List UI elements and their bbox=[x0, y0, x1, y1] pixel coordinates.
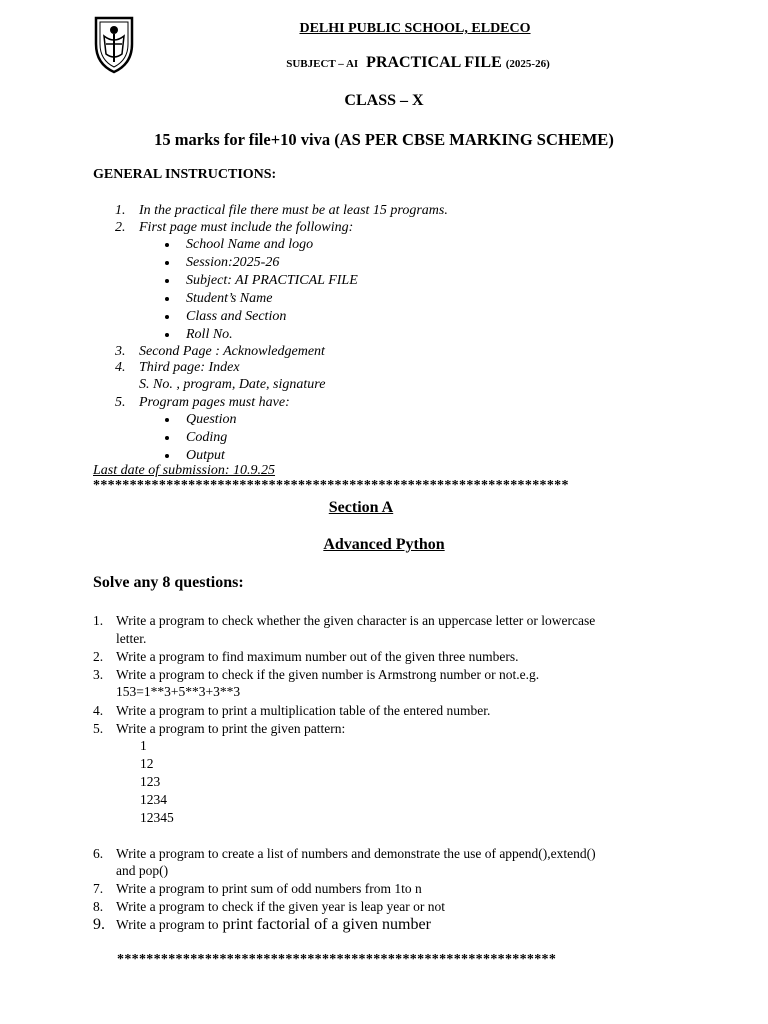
instruction-number: 3. bbox=[115, 344, 126, 359]
instruction-number: 5. bbox=[115, 395, 126, 410]
pattern-line: 12 bbox=[140, 756, 154, 771]
question-text: Write a program to check whether the given character is an uppercase letter or lowercase bbox=[116, 613, 596, 628]
class-heading: CLASS – X bbox=[344, 92, 424, 109]
pattern-line: 1234 bbox=[140, 792, 167, 807]
instruction-item: Third page: Index bbox=[139, 360, 240, 375]
question-number: 6. bbox=[93, 846, 104, 861]
pattern-line: 123 bbox=[140, 774, 161, 789]
index-detail: S. No. , program, Date, signature bbox=[139, 377, 326, 392]
question-text-part: Write a program to bbox=[116, 917, 219, 932]
section-subtitle: Advanced Python bbox=[323, 536, 445, 553]
first-page-item: Class and Section bbox=[186, 309, 287, 324]
question-number: 9. bbox=[93, 916, 105, 933]
program-page-item: Question bbox=[186, 412, 237, 427]
program-page-item: Coding bbox=[186, 430, 228, 445]
program-page-item: Output bbox=[186, 448, 225, 463]
separator-line: ***************************************************************** bbox=[93, 478, 569, 493]
first-page-item: School Name and logo bbox=[186, 237, 314, 252]
question-text-part: print factorial of a given number bbox=[222, 916, 431, 933]
instruction-item: Program pages must have: bbox=[139, 395, 290, 410]
instruction-number: 4. bbox=[115, 360, 126, 375]
subject-title: PRACTICAL FILE bbox=[366, 54, 502, 71]
instruction-number: 2. bbox=[115, 220, 126, 235]
bullet-icon bbox=[165, 315, 169, 319]
first-page-item: Subject: AI PRACTICAL FILE bbox=[186, 273, 358, 288]
instructions-heading: GENERAL INSTRUCTIONS: bbox=[93, 167, 277, 182]
bullet-icon bbox=[165, 243, 169, 247]
question-text: Write a program to create a list of numbers and demonstrate the use of append(),extend() bbox=[116, 846, 596, 861]
first-page-item: Student’s Name bbox=[186, 291, 273, 306]
question-number: 4. bbox=[93, 703, 104, 718]
section-title: Section A bbox=[328, 499, 394, 516]
question-text: letter. bbox=[116, 631, 147, 646]
question-text: 153=1**3+5**3+3**3 bbox=[116, 684, 241, 699]
marks-heading: 15 marks for file+10 viva (AS PER CBSE MARKING SCHEME) bbox=[154, 130, 614, 149]
question-number: 2. bbox=[93, 649, 104, 664]
question-number: 3. bbox=[93, 667, 104, 682]
question-text: and pop() bbox=[116, 863, 169, 878]
instruction-item: In the practical file there must be at least 15 programs. bbox=[139, 203, 448, 218]
first-page-item: Session:2025-26 bbox=[186, 255, 280, 270]
question-text: Write a program to print a multiplication table of the entered number. bbox=[116, 703, 491, 718]
question-text: Write a program to check if the given number is Armstrong number or not.e.g. bbox=[116, 667, 540, 682]
solve-instruction: Solve any 8 questions: bbox=[93, 574, 244, 591]
instruction-item: Second Page : Acknowledgement bbox=[139, 344, 325, 359]
question-number: 8. bbox=[93, 899, 104, 914]
question-text bbox=[116, 916, 431, 934]
separator-line-bottom: ************************************************************ bbox=[117, 952, 557, 967]
school-name: DELHI PUBLIC SCHOOL, ELDECO bbox=[299, 21, 531, 36]
subject-prefix: SUBJECT – AI bbox=[286, 58, 359, 70]
pattern-line: 1 bbox=[140, 738, 147, 753]
subject-year: (2025-26) bbox=[505, 58, 550, 70]
bullet-icon bbox=[165, 436, 169, 440]
question-number: 5. bbox=[93, 721, 104, 736]
question-number: 7. bbox=[93, 881, 104, 896]
instruction-item: First page must include the following: bbox=[139, 220, 354, 235]
bullet-icon bbox=[165, 333, 169, 337]
question-text: Write a program to check if the given year is leap year or not bbox=[116, 899, 445, 914]
bullet-icon bbox=[165, 454, 169, 458]
last-date: Last date of submission: 10.9.25 bbox=[93, 463, 276, 478]
first-page-item: Roll No. bbox=[186, 327, 233, 342]
question-text: Write a program to print sum of odd numbers from 1to n bbox=[116, 881, 422, 896]
question-number: 1. bbox=[93, 613, 104, 628]
question-text: Write a program to find maximum number out of the given three numbers. bbox=[116, 649, 519, 664]
pattern-line: 12345 bbox=[140, 810, 174, 825]
bullet-icon bbox=[165, 279, 169, 283]
bullet-icon bbox=[165, 418, 169, 422]
question-text: Write a program to print the given pattern: bbox=[116, 721, 346, 736]
bullet-icon bbox=[165, 261, 169, 265]
instruction-number: 1. bbox=[115, 203, 126, 218]
subject-line bbox=[0, 54, 768, 72]
bullet-icon bbox=[165, 297, 169, 301]
